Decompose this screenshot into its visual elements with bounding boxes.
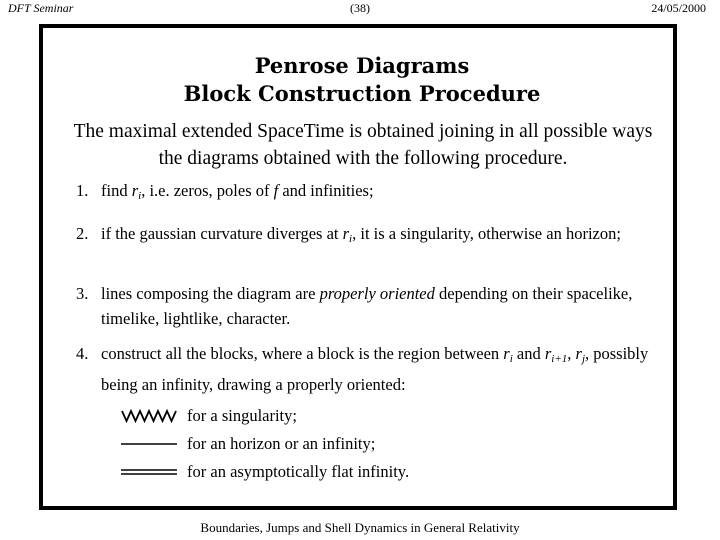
seminar-date: 24/05/2000 [651,1,706,15]
item-number: 2. [76,224,89,243]
list-item [76,281,668,331]
legend-text: for a singularity; [187,406,297,425]
list-item [76,221,668,252]
legend-flat-infinity [121,460,641,484]
item-number: 3. [76,284,89,303]
item-number: 4. [76,344,89,363]
page-number: (38) [350,1,370,15]
single-line-icon [121,437,179,451]
seminar-name: DFT Seminar [8,1,74,15]
item-text: construct all the blocks, where a block is the region between $r_i$ and $r_{i+1}$, $r_j$, possibly being an infinity, drawing a properly oriented: [101,344,649,394]
legend-horizon [121,432,641,456]
list-item [76,178,668,209]
list-item [76,341,668,397]
item-text: if the gaussian curvature diverges at $r_i$, it is a singularity, otherwise an horizon; [101,224,621,245]
page-footer: Boundaries, Jumps and Shell Dynamics in General Relativity [200,520,520,535]
page-header [0,0,720,18]
legend-text: for an asymptotically flat infinity. [187,462,410,481]
item-number: 1. [76,181,89,200]
item-text: find $r_i$, i.e. zeros, poles of f and infinities; [101,181,374,202]
zigzag-line-icon [121,409,179,423]
double-line-icon [121,465,179,479]
slide-subtitle: Block Construction Procedure [183,81,541,106]
slide-frame [39,24,677,510]
legend-singularity [121,404,641,428]
slide-title: Penrose Diagrams [254,53,470,78]
item-text: lines composing the diagram are properly oriented depending on their spacelike, timelike, lightlike, character. [101,284,633,328]
intro-paragraph: The maximal extended SpaceTime is obtained joining in all possible ways the diagrams obtained with the following procedure. [73,121,653,169]
legend-text: for an horizon or an infinity; [187,434,376,453]
